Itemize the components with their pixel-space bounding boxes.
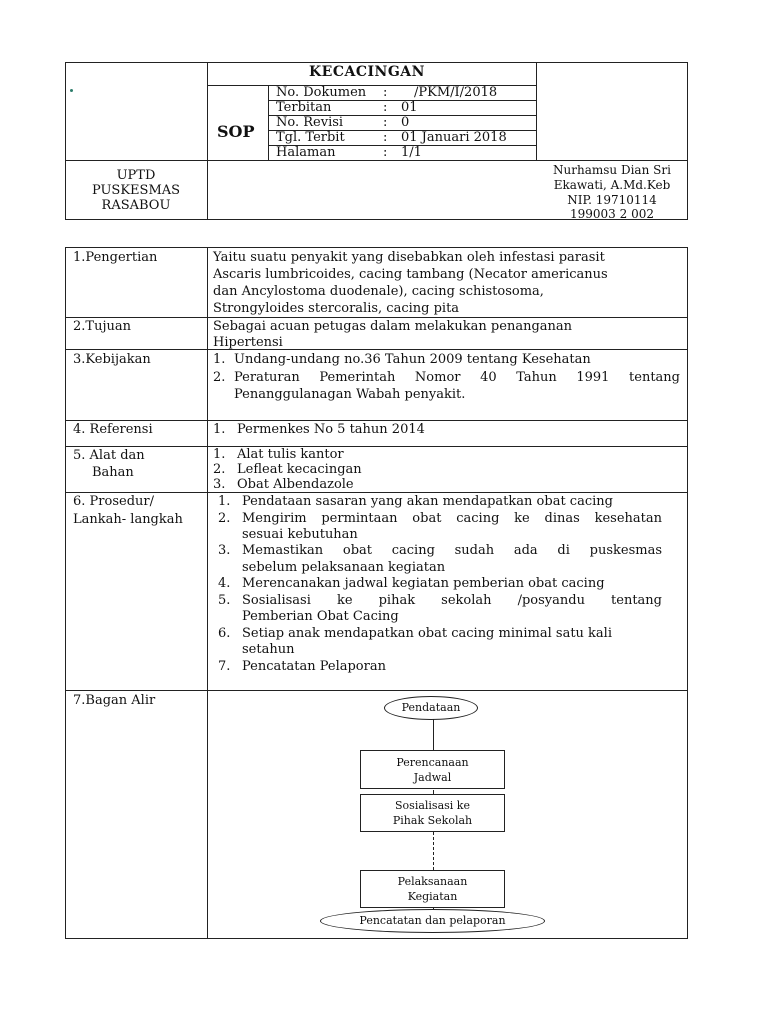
sop-label: SOP — [217, 122, 255, 141]
section-label: 7.Bagan Alir — [73, 693, 156, 708]
flow-step-pelaksanaan: Pelaksanaan Kegiatan — [360, 870, 505, 908]
flow-step-sosialisasi: Sosialisasi ke Pihak Sekolah — [360, 794, 505, 832]
section-label: 4. Referensi — [73, 422, 153, 437]
flow-start-node: Pendataan — [384, 696, 478, 720]
section-label: 5. Alat dan — [73, 448, 145, 463]
logo-mark — [70, 89, 73, 92]
flow-end-node: Pencatatan dan pelaporan — [320, 909, 545, 933]
flow-step-perencanaan: Perencanaan Jadwal — [360, 750, 505, 789]
document-title: KECACINGAN — [309, 64, 425, 80]
section-label: 3.Kebijakan — [73, 352, 151, 367]
section-label: 6. Prosedur/ — [73, 494, 154, 509]
flow-connector — [433, 718, 434, 750]
flow-connector — [433, 832, 435, 870]
section-label: 2.Tujuan — [73, 319, 131, 334]
section-label: 1.Pengertian — [73, 250, 158, 265]
